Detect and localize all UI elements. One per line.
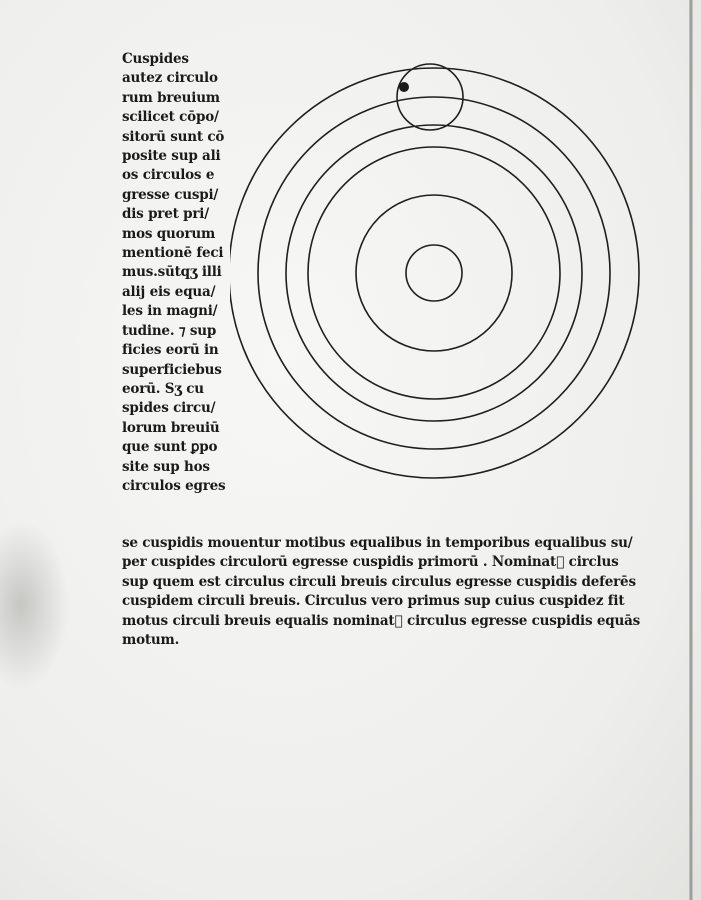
main-text-block xyxy=(122,534,652,650)
text-line: per cuspides circulorū egresse cuspidis primorū . Nominatᷓ circlus xyxy=(122,554,619,571)
text-line: gresse cuspi/ xyxy=(122,186,219,203)
deferent-outer-circle xyxy=(258,97,610,449)
page-stain xyxy=(0,520,70,690)
text-line: sup quem est circulus circuli breuis circulus egresse cuspidis deferēs xyxy=(122,573,636,590)
text-line: site sup hos xyxy=(122,458,210,475)
text-line: sitorū sunt cō xyxy=(122,128,225,145)
text-line: mentionē feci xyxy=(122,245,224,262)
center-circle xyxy=(406,245,462,301)
text-line: superficiebus xyxy=(122,361,222,378)
text-line: motus circuli breuis equalis nominatᷓ circulus egresse cuspidis equās xyxy=(122,612,641,629)
page-edge xyxy=(689,0,693,900)
text-line: autez circulo xyxy=(122,70,218,87)
epicycle-diagram xyxy=(230,60,650,490)
text-line: dis pret pri/ xyxy=(122,206,209,223)
text-line: spides circu/ xyxy=(122,400,216,417)
text-line: mos quorum xyxy=(122,225,216,242)
text-line: se cuspidis mouentur motibus equalibus in temporibus equalibus su/ xyxy=(122,535,633,551)
text-line: motum. xyxy=(122,632,180,649)
middle-circle xyxy=(308,147,560,399)
text-line: cuspidem circuli breuis. Circulus vero primus sup cuius cuspidez fit xyxy=(122,593,625,610)
left-text-column xyxy=(122,50,232,496)
deferent-inner-circle xyxy=(286,125,582,421)
text-line: tudine. ⁊ sup xyxy=(122,322,217,339)
text-line: mus.sūtqʒ illi xyxy=(122,264,222,281)
text-line: rum breuium xyxy=(122,89,220,106)
inner-circle xyxy=(356,195,512,351)
text-line: scilicet cōpo/ xyxy=(122,109,219,126)
text-line: eorū. Sʒ cu xyxy=(122,380,204,397)
text-line: posite sup ali xyxy=(122,148,221,165)
text-line: alij eis equa/ xyxy=(122,283,216,300)
text-line: Cuspides xyxy=(122,51,189,67)
text-line: os circulos e xyxy=(122,167,215,184)
text-line: circulos egres xyxy=(122,477,226,494)
text-line: que sunt ꝑpo xyxy=(122,439,218,456)
text-line: ficies eorū in xyxy=(122,342,219,359)
planet-dot xyxy=(399,82,409,92)
text-line: les in magni/ xyxy=(122,303,218,320)
text-line: lorum breuiū xyxy=(122,419,220,436)
